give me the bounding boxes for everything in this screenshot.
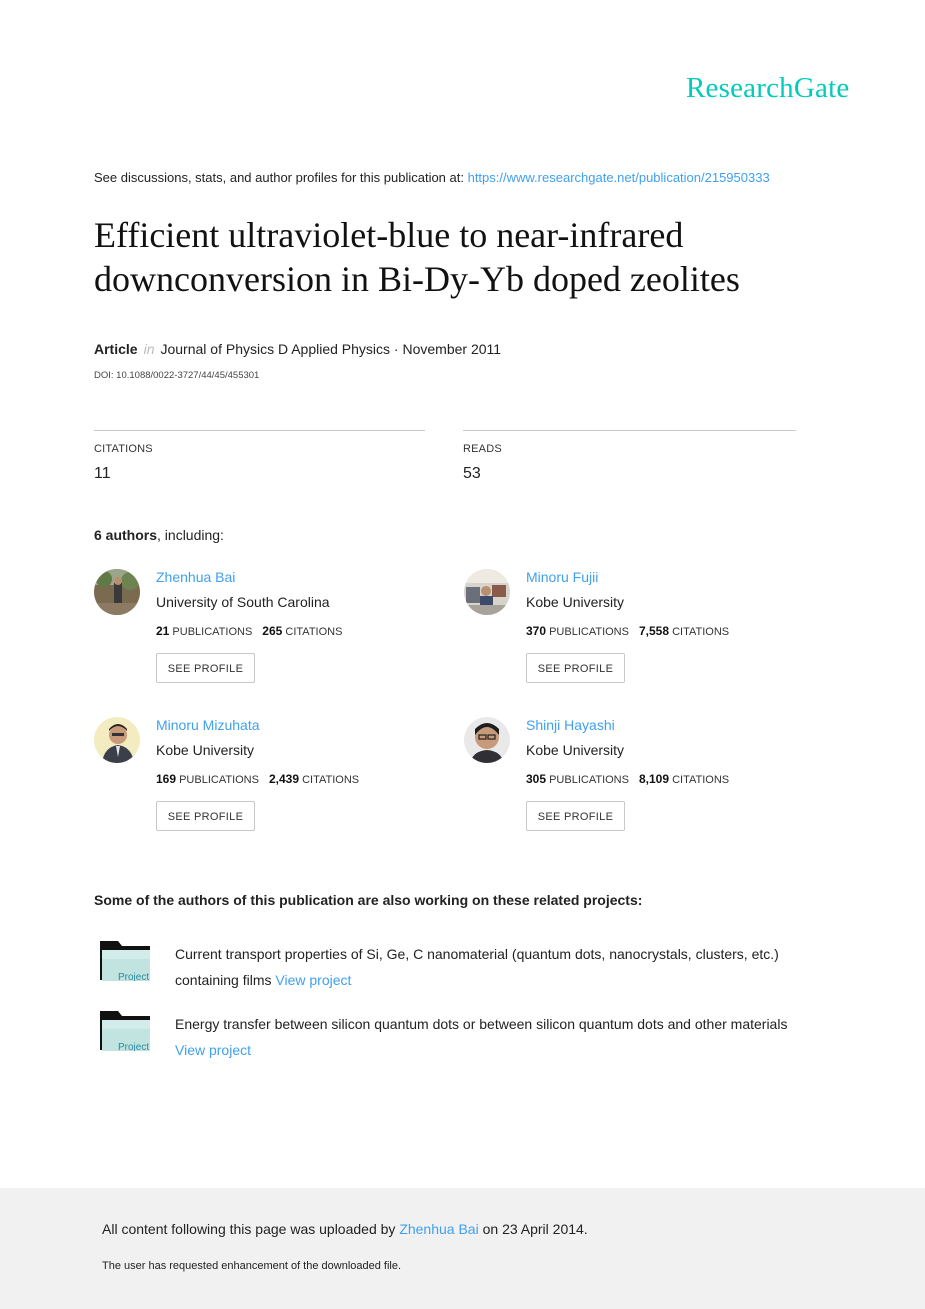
avatar[interactable] (94, 717, 140, 763)
avatar[interactable] (94, 569, 140, 615)
reads-label: READS (463, 443, 502, 455)
project-icon-label: Project (118, 1042, 150, 1051)
enhancement-notice: The user has requested enhancement of the downloaded file. (102, 1260, 402, 1272)
project-icon-label: Project (118, 972, 150, 981)
authors-heading (94, 527, 224, 543)
citations-label: CITATIONS (285, 626, 343, 638)
citations-label: CITATIONS (94, 443, 153, 455)
author-institution: University of South Carolina (156, 594, 330, 610)
project-description (175, 1011, 845, 1063)
author-name[interactable]: Shinji Hayashi (526, 717, 615, 733)
in-label: in (143, 341, 155, 357)
project-folder-icon (100, 1011, 150, 1051)
see-profile-button[interactable]: SEE PROFILE (526, 801, 625, 831)
author-card (464, 569, 804, 709)
publications-label: PUBLICATIONS (549, 774, 629, 786)
publication-url-link[interactable]: https://www.researchgate.net/publication/215950333 (467, 170, 770, 185)
author-stats (526, 772, 729, 786)
researchgate-logo[interactable]: ResearchGate (686, 72, 850, 104)
publication-meta (94, 341, 501, 357)
project-title-line-2 (175, 1037, 845, 1063)
uploaded-prefix: All content following this page was uploaded by (102, 1221, 400, 1237)
citations-count: 7,558 (638, 624, 669, 638)
uploaded-suffix: on 23 April 2014. (478, 1221, 588, 1237)
project-description (175, 941, 845, 993)
publications-count: 21 (156, 624, 170, 638)
authors-suffix: , including: (157, 527, 224, 543)
publications-count: 169 (156, 772, 177, 786)
publication-type: Article (94, 341, 138, 357)
related-projects-heading: Some of the authors of this publication are also working on these related projects: (94, 892, 643, 908)
citations-count: 265 (262, 624, 283, 638)
author-stats (526, 624, 729, 638)
author-name[interactable]: Minoru Mizuhata (156, 717, 260, 733)
citations-label: CITATIONS (672, 774, 730, 786)
citations-value: 11 (94, 465, 111, 482)
see-profile-button[interactable]: SEE PROFILE (156, 653, 255, 683)
reads-divider (463, 430, 796, 431)
author-card (94, 569, 434, 709)
author-institution: Kobe University (526, 594, 625, 610)
see-profile-button[interactable]: SEE PROFILE (156, 801, 255, 831)
see-profile-button[interactable]: SEE PROFILE (526, 653, 625, 683)
title-line-1: Efficient ultraviolet-blue to near-infrared (94, 215, 684, 255)
authors-count: 6 authors (94, 527, 158, 543)
footer-band (0, 1188, 925, 1309)
author-name[interactable]: Minoru Fujii (526, 569, 599, 585)
citations-divider (94, 430, 425, 431)
avatar[interactable] (464, 717, 510, 763)
uploader-link[interactable]: Zhenhua Bai (399, 1221, 479, 1237)
author-stats (156, 624, 342, 638)
view-project-link[interactable]: View project (175, 1042, 252, 1058)
author-card (464, 717, 804, 857)
publications-label: PUBLICATIONS (179, 774, 259, 786)
journal-info: Journal of Physics D Applied Physics · November 2011 (160, 341, 502, 357)
project-title-line-2 (175, 967, 845, 993)
project-title-line-1: Energy transfer between silicon quantum dots or between silicon quantum dots and other materials (175, 1016, 788, 1032)
citations-label: CITATIONS (672, 626, 730, 638)
project-title-line-2-text: containing films (175, 972, 276, 988)
publications-count: 370 (526, 624, 547, 638)
see-discussions-text: See discussions, stats, and author profiles for this publication at: (94, 170, 468, 185)
project-folder-icon (100, 941, 150, 981)
project-title-line-1: Current transport properties of Si, Ge, C nanomaterial (quantum dots, nanocrystals, clusters, etc.) (175, 946, 779, 962)
author-stats (156, 772, 359, 786)
reads-value: 53 (463, 465, 481, 482)
upload-notice (102, 1221, 588, 1237)
citations-label: CITATIONS (302, 774, 360, 786)
author-institution: Kobe University (526, 742, 625, 758)
publication-title (94, 213, 854, 301)
citations-count: 8,109 (638, 772, 669, 786)
publications-label: PUBLICATIONS (549, 626, 629, 638)
author-institution: Kobe University (156, 742, 255, 758)
view-project-link[interactable]: View project (275, 972, 352, 988)
author-name[interactable]: Zhenhua Bai (156, 569, 236, 585)
publications-label: PUBLICATIONS (172, 626, 253, 638)
title-line-2: downconversion in Bi-Dy-Yb doped zeolites (94, 259, 740, 299)
doi: DOI: 10.1088/0022-3727/44/45/455301 (94, 370, 260, 381)
citations-count: 2,439 (268, 772, 299, 786)
publication-link-line (94, 170, 770, 185)
publications-count: 305 (526, 772, 547, 786)
author-card (94, 717, 434, 857)
avatar[interactable] (464, 569, 510, 615)
